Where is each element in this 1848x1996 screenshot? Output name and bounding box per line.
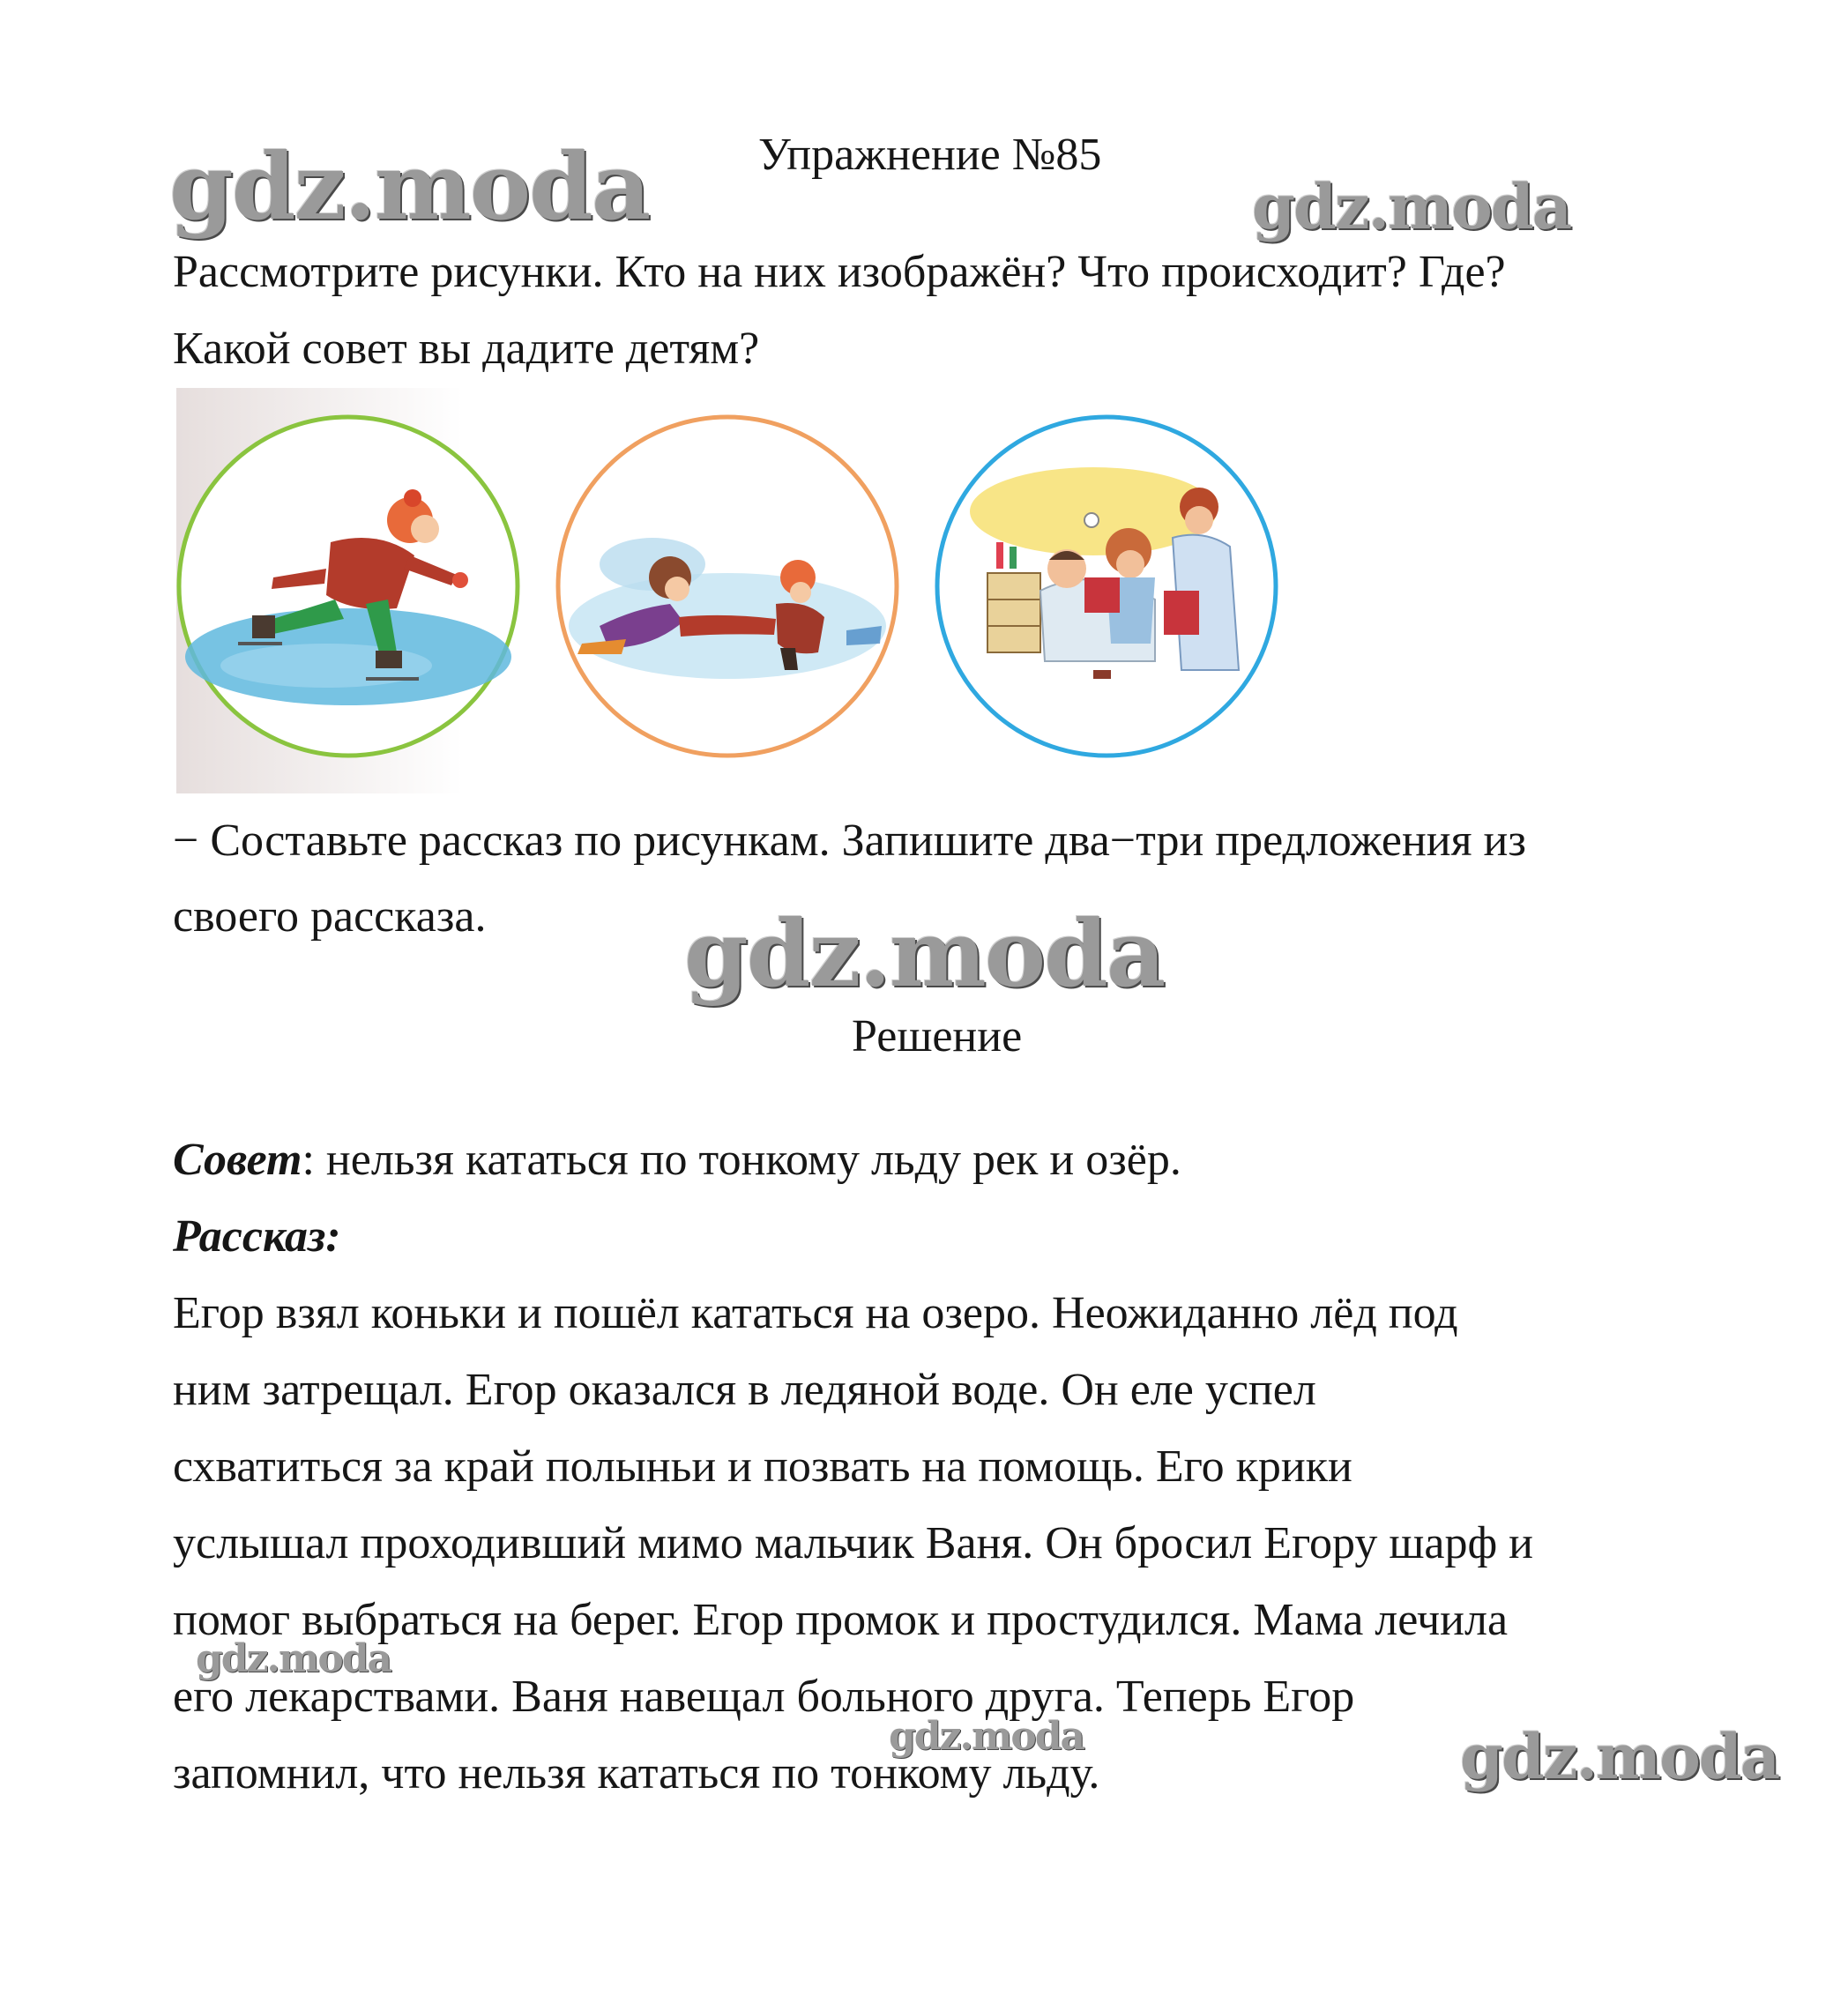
task-line-1: Рассмотрите рисунки. Кто на них изображён? Что происходит? Где? [173, 247, 1506, 297]
solution-heading: Решение [852, 1011, 1023, 1061]
story-line-1: Егор взял коньки и пошёл кататься на озеро. Неожиданно лёд под [173, 1288, 1458, 1338]
watermark-logo-bottom-right: gdz.moda [1460, 1720, 1779, 1793]
story-line-2: ним затрещал. Егор оказался в ледяной воде. Он еле успел [173, 1365, 1316, 1415]
task-line-4: своего рассказа. [173, 891, 487, 942]
story-line-4: услышал проходивший мимо мальчик Ваня. Он бросил Егору шарф и [173, 1518, 1534, 1568]
watermark-logo-center: gdz.moda [684, 899, 1165, 1008]
page-title: Упражнение №85 [758, 130, 1102, 180]
exercise-illustration [176, 388, 1323, 793]
watermark-logo-top-left: gdz.moda [169, 132, 650, 241]
story-line-3: схватиться за край полыньи и позвать на помощь. Его крики [173, 1441, 1352, 1492]
story-line-5: помог выбраться на берег. Егор промок и простудился. Мама лечила [173, 1595, 1509, 1645]
watermark-logo-top-right: gdz.moda [1252, 170, 1571, 243]
scene-rescue [558, 417, 897, 756]
advice-text: : нельзя кататься по тонкому льду рек и озёр. [302, 1135, 1181, 1185]
task-line-2: Какой совет вы дадите детям? [173, 324, 760, 374]
story-line-6: его лекарствами. Ваня навещал больного друга. Теперь Егор [173, 1672, 1355, 1722]
advice-line [173, 1137, 1181, 1183]
watermark-logo-small-left: gdz.moda [196, 1636, 391, 1681]
scene-sickbed [937, 417, 1276, 756]
watermark-logo-small-center: gdz.moda [889, 1714, 1084, 1759]
advice-label: Совет [173, 1135, 302, 1185]
story-line-7: запомнил, что нельзя кататься по тонкому льду. [173, 1748, 1100, 1799]
story-label: Рассказ: [173, 1211, 341, 1262]
scene-skater [179, 417, 518, 756]
task-line-3: − Составьте рассказ по рисункам. Запишите два−три предложения из [173, 816, 1526, 866]
